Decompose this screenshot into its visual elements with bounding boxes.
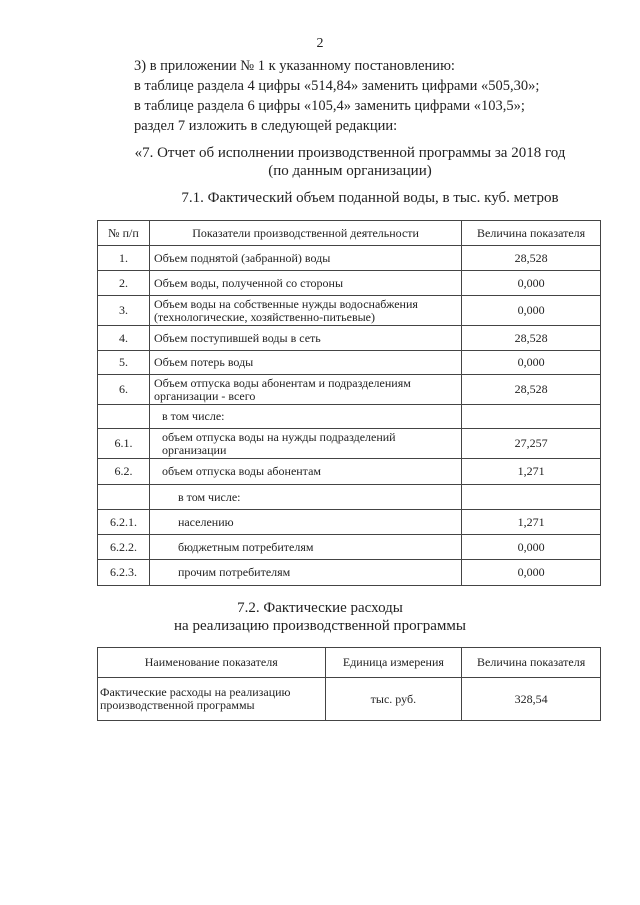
header-value: Величина показателя <box>462 221 601 246</box>
header-name: Показатели производственной деятельности <box>149 221 461 246</box>
row-name: Объем поступившей воды в сеть <box>149 326 461 351</box>
intro-line: в таблице раздела 4 цифры «514,84» заменить цифрами «505,30»; <box>134 78 540 94</box>
row-name: объем отпуска воды абонентам <box>149 459 461 485</box>
row-num: 6.1. <box>98 429 150 459</box>
row-name: Объем отпуска воды абонентам и подразделениям организации - всего <box>149 375 461 405</box>
row-value: 0,000 <box>462 535 601 560</box>
row-name: Объем воды, полученной со стороны <box>149 271 461 296</box>
header-value: Величина показателя <box>462 648 601 678</box>
table-row <box>98 375 601 405</box>
row-name: Объем воды на собственные нужды водоснабжения (технологические, хозяйственно-питьевые) <box>149 296 461 326</box>
row-num <box>98 485 150 510</box>
row-name: Объем потерь воды <box>149 351 461 375</box>
header-name: Наименование показателя <box>98 648 326 678</box>
table-row <box>98 485 601 510</box>
intro-line: в таблице раздела 6 цифры «105,4» заменить цифрами «103,5»; <box>134 98 525 114</box>
row-name: в том числе: <box>149 405 461 429</box>
row-num: 6.2. <box>98 459 150 485</box>
row-value: 0,000 <box>462 560 601 586</box>
table-row <box>98 271 601 296</box>
row-value: 0,000 <box>462 351 601 375</box>
table-row <box>98 678 601 721</box>
row-num: 1. <box>98 246 150 271</box>
row-num: 2. <box>98 271 150 296</box>
table-row <box>98 560 601 586</box>
row-value: 28,528 <box>462 246 601 271</box>
row-name: Фактические расходы на реализацию производственной программы <box>98 678 326 721</box>
header-num: № п/п <box>98 221 150 246</box>
table-row <box>98 296 601 326</box>
row-num: 6.2.1. <box>98 510 150 535</box>
table-row <box>98 459 601 485</box>
section-title: «7. Отчет об исполнении производственной программы за 2018 год <box>134 145 566 161</box>
row-value <box>462 405 601 429</box>
table-row <box>98 326 601 351</box>
water-volume-table <box>97 220 601 586</box>
row-num: 3. <box>98 296 150 326</box>
table-row <box>98 510 601 535</box>
intro-line: 3) в приложении № 1 к указанному постановлению: <box>134 58 455 74</box>
row-num: 5. <box>98 351 150 375</box>
header-unit: Единица измерения <box>325 648 462 678</box>
table2-title-line2: на реализацию производственной программы <box>174 618 466 634</box>
page-number: 2 <box>316 36 324 51</box>
row-value: 0,000 <box>462 271 601 296</box>
section-subtitle: (по данным организации) <box>268 163 432 179</box>
row-value: 328,54 <box>462 678 601 721</box>
table-row <box>98 351 601 375</box>
row-num: 6.2.3. <box>98 560 150 586</box>
table-header-row <box>98 648 601 678</box>
row-name: объем отпуска воды на нужды подразделений организации <box>149 429 461 459</box>
table1-title: 7.1. Фактический объем поданной воды, в тыс. куб. метров <box>181 190 559 206</box>
expenses-table <box>97 647 601 721</box>
intro-line: раздел 7 изложить в следующей редакции: <box>134 118 398 134</box>
row-unit: тыс. руб. <box>325 678 462 721</box>
table-row <box>98 246 601 271</box>
row-value: 27,257 <box>462 429 601 459</box>
row-num: 6.2.2. <box>98 535 150 560</box>
table-row <box>98 429 601 459</box>
row-value: 1,271 <box>462 459 601 485</box>
table2-title-line1: 7.2. Фактические расходы <box>237 600 403 616</box>
row-name: бюджетным потребителям <box>149 535 461 560</box>
row-num: 4. <box>98 326 150 351</box>
row-name: в том числе: <box>149 485 461 510</box>
row-value: 28,528 <box>462 326 601 351</box>
table-header-row <box>98 221 601 246</box>
row-num: 6. <box>98 375 150 405</box>
table-row <box>98 405 601 429</box>
row-name: прочим потребителям <box>149 560 461 586</box>
row-name: Объем поднятой (забранной) воды <box>149 246 461 271</box>
row-value: 1,271 <box>462 510 601 535</box>
row-value: 0,000 <box>462 296 601 326</box>
row-value: 28,528 <box>462 375 601 405</box>
row-value <box>462 485 601 510</box>
table-row <box>98 535 601 560</box>
row-num <box>98 405 150 429</box>
row-name: населению <box>149 510 461 535</box>
